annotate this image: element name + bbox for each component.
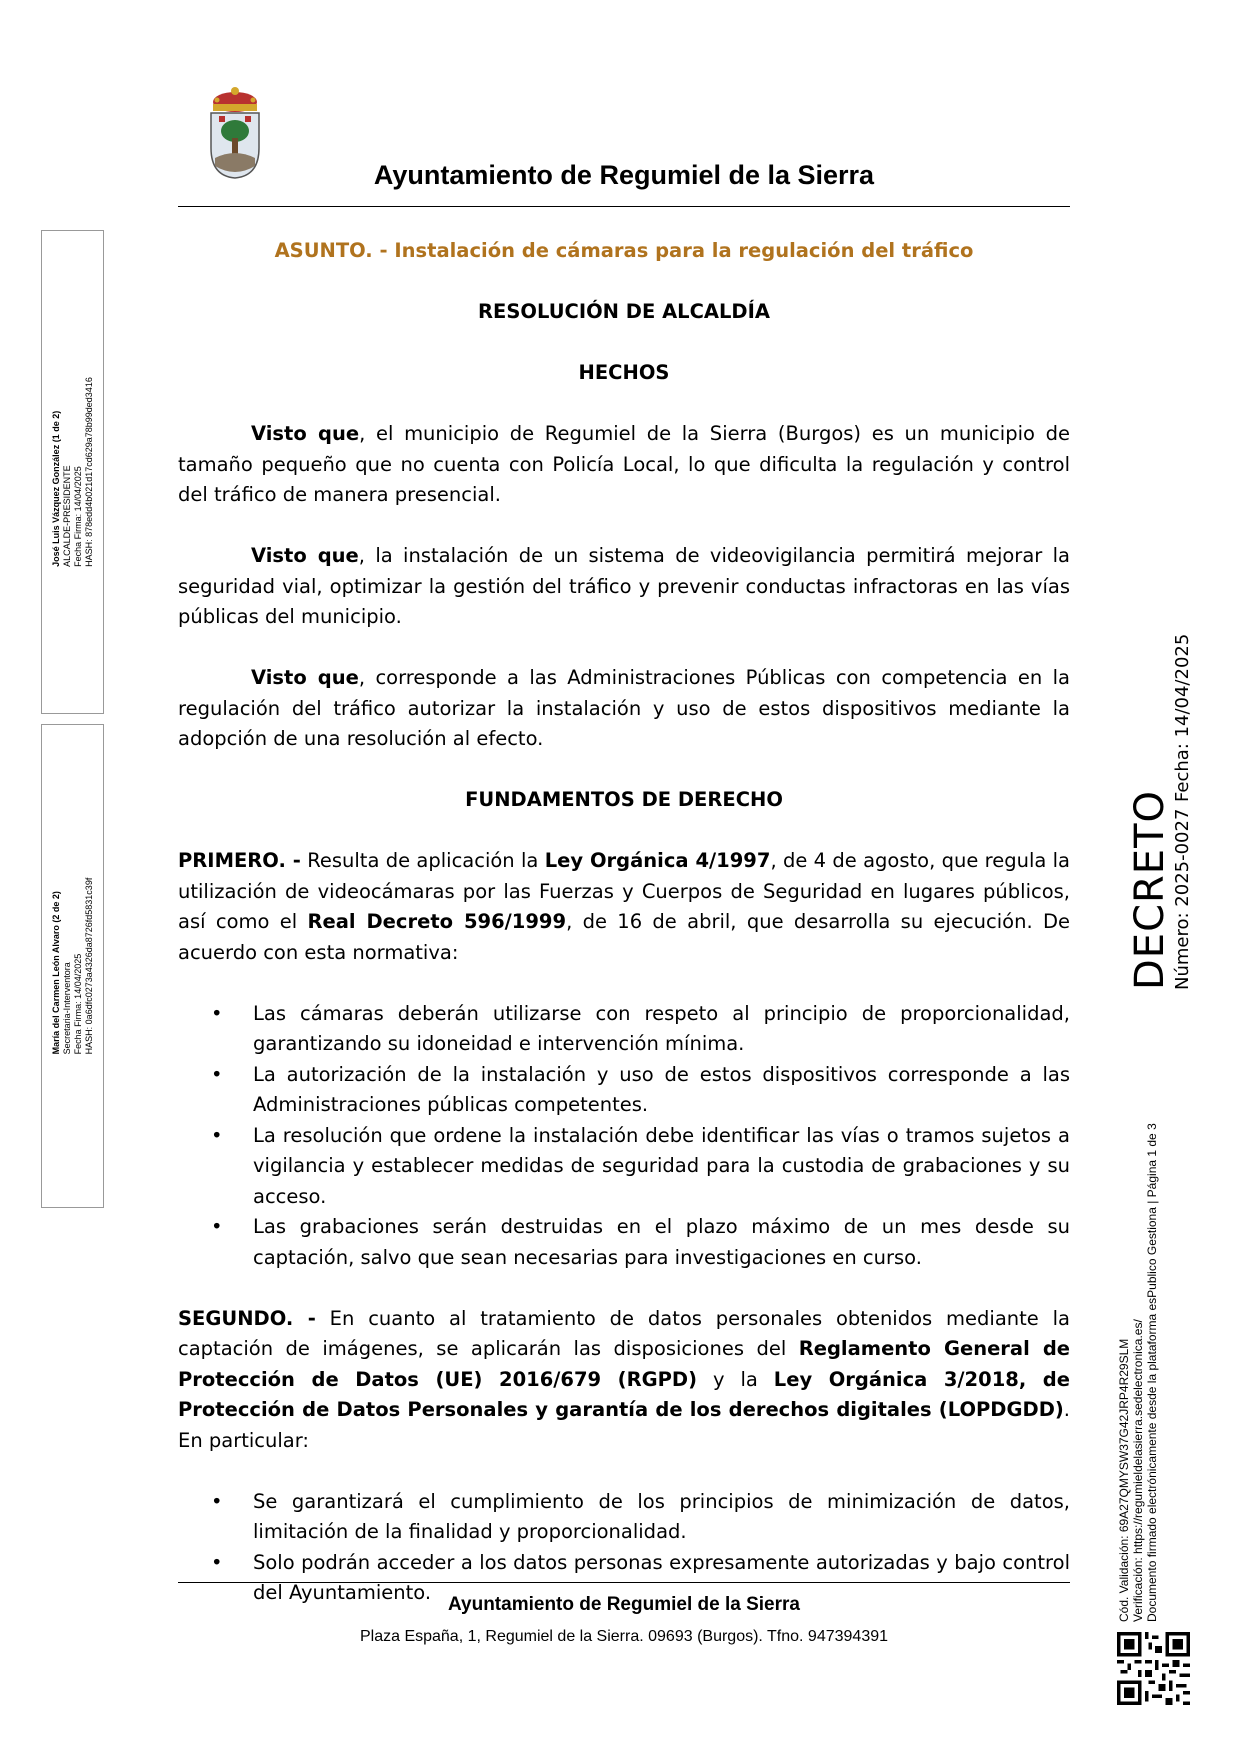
document-body (178, 236, 1070, 1609)
signer-role: ALCALDE-PRESIDENTE (61, 465, 72, 567)
text-run: Resulta de aplicación la (300, 849, 545, 872)
page-title: Ayuntamiento de Regumiel de la Sierra (373, 160, 875, 190)
list-item: • La autorización de la instalación y uso de estos dispositivos corresponde a las Administraciones públicas competentes. (253, 1060, 1070, 1121)
signature-box (41, 724, 104, 1208)
text-run: . En particular: (178, 1398, 1070, 1452)
facts-heading: HECHOS (578, 361, 670, 384)
signature-text (51, 377, 95, 567)
second-ground-paragraph (178, 1304, 1070, 1457)
first-ground-paragraph (178, 846, 1070, 968)
signature-hash: HASH: 878edd4b021d17cd629a78b99ded3416 (83, 377, 94, 567)
list-item: • Solo podrán acceder a los datos personas expresamente autorizadas y bajo control del Ayuntamiento. (253, 1548, 1070, 1609)
qr-code-icon[interactable] (1117, 1632, 1190, 1705)
text-run: y la (696, 1367, 774, 1391)
subject-line: ASUNTO. - Instalación de cámaras para la regulación del tráfico (274, 239, 974, 262)
signer-name: María del Carmen León Alvaro (2 de 2) (50, 891, 61, 1055)
list-item: • Las cámaras deberán utilizarse con respeto al principio de proporcionalidad, garantizando su idoneidad e intervención mínima. (253, 999, 1070, 1060)
fact-paragraph (178, 419, 1070, 511)
signature-hash: HASH: 0a6dfc0273a4326da8726fd5831c39f (83, 877, 94, 1055)
fact-paragraph (178, 541, 1070, 633)
second-ground-lead: SEGUNDO. - (178, 1306, 316, 1330)
law-reference: Real Decreto 596/1999 (307, 910, 567, 933)
decree-label: DECRETO (1127, 790, 1173, 990)
text-run: , de 4 de agosto, que regula la utilización de videocámaras por las Fuerzas y Cuerpos de Seguridad en lugares públicos, así como el (178, 849, 1071, 933)
fact-text: , la instalación de un sistema de videovigilancia permitirá mejorar la seguridad vial, optimizar la gestión del tráfico y prevenir conductas infractoras en las vías públicas del municipio. (178, 544, 1070, 628)
text-run: En cuanto al tratamiento de datos personales obtenidos mediante la captación de imágenes, se aplicarán las disposiciones del (178, 1306, 1071, 1360)
law-reference: Ley Orgánica 4/1997 (544, 849, 771, 872)
signer-name: José Luis Vázquez González (1 de 2) (50, 410, 61, 567)
signature-box (41, 230, 104, 714)
list-item: • La resolución que ordene la instalación debe identificar las vías o tramos sujetos a vigilancia y establecer medidas de seguridad para la custodia de grabaciones y su acceso. (253, 1121, 1070, 1213)
decree-date: Fecha: 14/04/2025 (1172, 633, 1193, 802)
footer-address: Plaza España, 1, Regumiel de la Sierra. 09693 (Burgos). Tfno. 947394391 (359, 1628, 889, 1645)
text-run: , de 16 de abril, que desarrolla su ejecución. De acuerdo con esta normativa: (178, 910, 1070, 964)
fact-lead: Visto que (251, 544, 359, 567)
first-ground-list (178, 999, 1070, 1274)
platform-note: Documento firmado electrónicamente desde la plataforma esPublico Gestiona | Página 1 de 3 (1145, 1123, 1159, 1622)
list-item: • Se garantizará el cumplimiento de los principios de minimización de datos, limitación de la finalidad y proporcionalidad. (253, 1487, 1070, 1548)
second-ground-list (178, 1487, 1070, 1609)
list-item: • Las grabaciones serán destruidas en el plazo máximo de un mes desde su captación, salvo que sean necesarias para investigaciones en curso. (253, 1212, 1070, 1273)
signature-date: Fecha Firma: 14/04/2025 (72, 953, 83, 1055)
fact-text: , corresponde a las Administraciones Públicas con competencia en la regulación del tráfico autorizar la instalación y uso de estos dispositivos mediante la adopción de una resolución al efecto. (178, 666, 1070, 750)
signer-role: Secretaria-Interventora (61, 962, 72, 1055)
verification-url[interactable]: Verificación: https://regumieldelasierra.sedelectronica.es/ (1131, 1319, 1145, 1622)
fact-lead: Visto que (251, 666, 359, 689)
first-ground-lead: PRIMERO. - (178, 849, 301, 872)
footer-rule (178, 1582, 1070, 1583)
resolution-heading: RESOLUCIÓN DE ALCALDÍA (478, 300, 770, 323)
law-reference: Ley Orgánica 3/2018, de Protección de Datos Personales y garantía de los derechos digitales (LOPDGDD) (178, 1367, 1070, 1421)
law-reference: Reglamento General de Protección de Datos (UE) 2016/679 (RGPD) (178, 1337, 1071, 1391)
signature-text (51, 878, 95, 1055)
legal-grounds-heading: FUNDAMENTOS DE DERECHO (465, 788, 783, 811)
signature-date: Fecha Firma: 14/04/2025 (72, 466, 83, 567)
fact-lead: Visto que (251, 422, 360, 445)
validation-block (1117, 1123, 1159, 1622)
fact-paragraph (178, 663, 1070, 755)
decree-number: Número: 2025-0027 (1172, 808, 1193, 990)
fact-text: , el municipio de Regumiel de la Sierra (Burgos) es un municipio de tamaño pequeño que no cuenta con Policía Local, lo que dificulta la regulación y control del tráfico de manera presencial. (178, 422, 1070, 506)
footer-title: Ayuntamiento de Regumiel de la Sierra (448, 1594, 800, 1615)
validation-code: Cód. Validación: 69A27QMYSW37G42JRP4R29SLM (1117, 1338, 1131, 1622)
header-rule (178, 206, 1070, 207)
